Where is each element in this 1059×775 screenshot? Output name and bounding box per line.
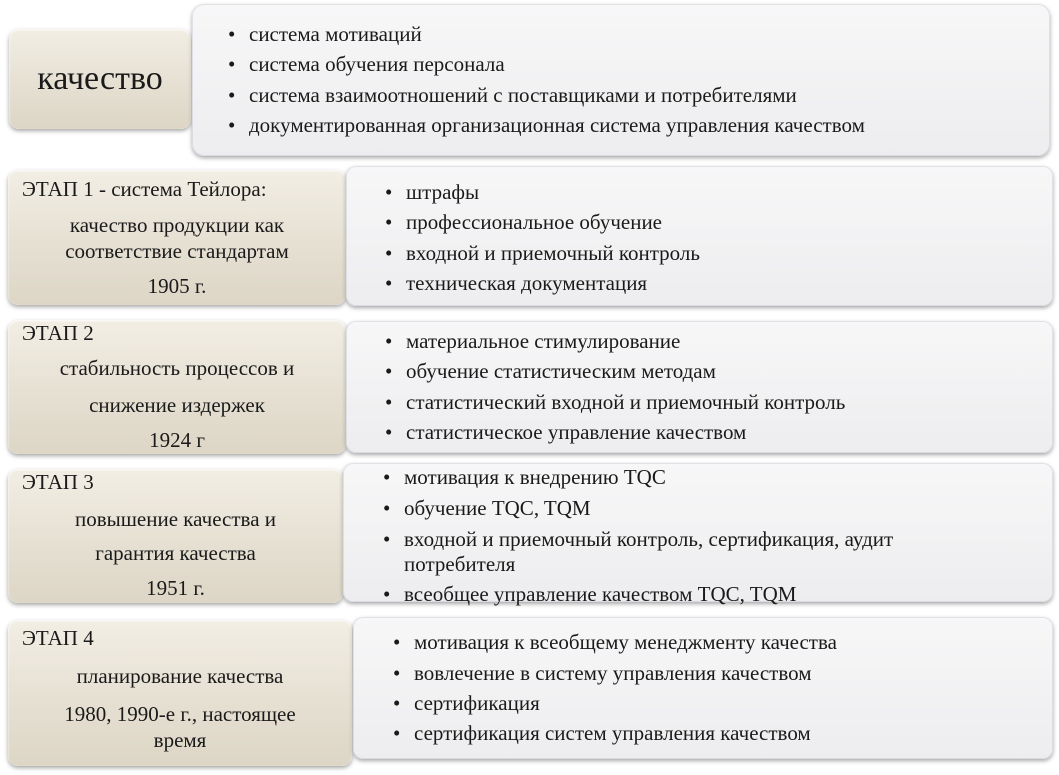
bullet-icon: • bbox=[393, 661, 401, 685]
stage-2-label: ЭТАП 2 bbox=[22, 321, 94, 345]
bullet-icon: • bbox=[385, 420, 393, 444]
bullet-icon: • bbox=[385, 390, 393, 414]
stage-3-description: гарантия качества bbox=[95, 541, 256, 565]
stage-2-year: 1924 г bbox=[149, 428, 205, 452]
quality-items-box: • система мотиваций • система обучения персонала • система взаимоотношений с поставщиками и потребителями • документированная организационная система управления качеством bbox=[192, 4, 1050, 156]
bullet-icon: • bbox=[385, 271, 393, 295]
stage-3-label: ЭТАП 3 bbox=[22, 470, 94, 494]
bullet-icon: • bbox=[385, 359, 393, 383]
bullet-icon: • bbox=[393, 691, 401, 715]
stage-4-box bbox=[8, 620, 352, 766]
stage-3-items-box: • мотивация к внедрению TQC • обучение TQC, TQM • входной и приемочный контроль, сертификация, аудит потребителя • всеобщее управление качеством TQC, TQM bbox=[343, 463, 1053, 602]
bullet-icon: • bbox=[383, 496, 391, 520]
stage-2-description: стабильность процессов и bbox=[59, 356, 295, 380]
stage-4-items-box: • мотивация к всеобщему менеджменту качества • вовлечение в систему управления качеством • сертификация • сертификация систем управления качеством bbox=[353, 617, 1053, 759]
bullet-icon: • bbox=[385, 329, 393, 353]
stage-1-year: 1905 г. bbox=[147, 274, 207, 298]
quality-title-box bbox=[9, 29, 191, 129]
stage-4-description: время bbox=[153, 728, 207, 752]
stage-1-box bbox=[8, 170, 346, 305]
stage-3-description: повышение качества и bbox=[74, 507, 277, 531]
bullet-icon: • bbox=[393, 721, 401, 745]
bullet-icon: • bbox=[385, 241, 393, 265]
bullet-icon: • bbox=[393, 630, 401, 654]
bullet-icon: • bbox=[383, 527, 391, 551]
quality-title: качество bbox=[37, 60, 163, 97]
bullet-icon: • bbox=[228, 113, 236, 137]
stage-2-description: снижение издержек bbox=[89, 393, 265, 417]
stage-2-box bbox=[8, 320, 346, 454]
stage-1-description: качество продукции как bbox=[69, 213, 285, 237]
stage-4-label: ЭТАП 4 bbox=[22, 626, 94, 650]
bullet-icon: • bbox=[228, 83, 236, 107]
stage-1-items-box: • штрафы • профессиональное обучение • входной и приемочный контроль • техническая документация bbox=[346, 166, 1053, 306]
bullet-icon: • bbox=[383, 465, 391, 489]
stage-2-items-box: • материальное стимулирование • обучение статистическим методам • статистический входной и приемочный контроль • статистическое управление качеством bbox=[346, 321, 1053, 453]
stage-3-year: 1951 г. bbox=[146, 576, 205, 600]
stage-3-box bbox=[8, 469, 343, 603]
bullet-icon: • bbox=[385, 180, 393, 204]
stage-1-description: соответствие стандартам bbox=[65, 239, 289, 263]
bullet-icon: • bbox=[385, 210, 393, 234]
stage-4-description: планирование качества bbox=[76, 664, 284, 688]
bullet-icon: • bbox=[228, 52, 236, 76]
stage-4-description: 1980, 1990-е г., настоящее bbox=[64, 702, 296, 726]
bullet-icon: • bbox=[383, 582, 391, 606]
bullet-icon: • bbox=[228, 22, 236, 46]
stage-1-label: ЭТАП 1 - система Тейлора: bbox=[22, 177, 267, 201]
